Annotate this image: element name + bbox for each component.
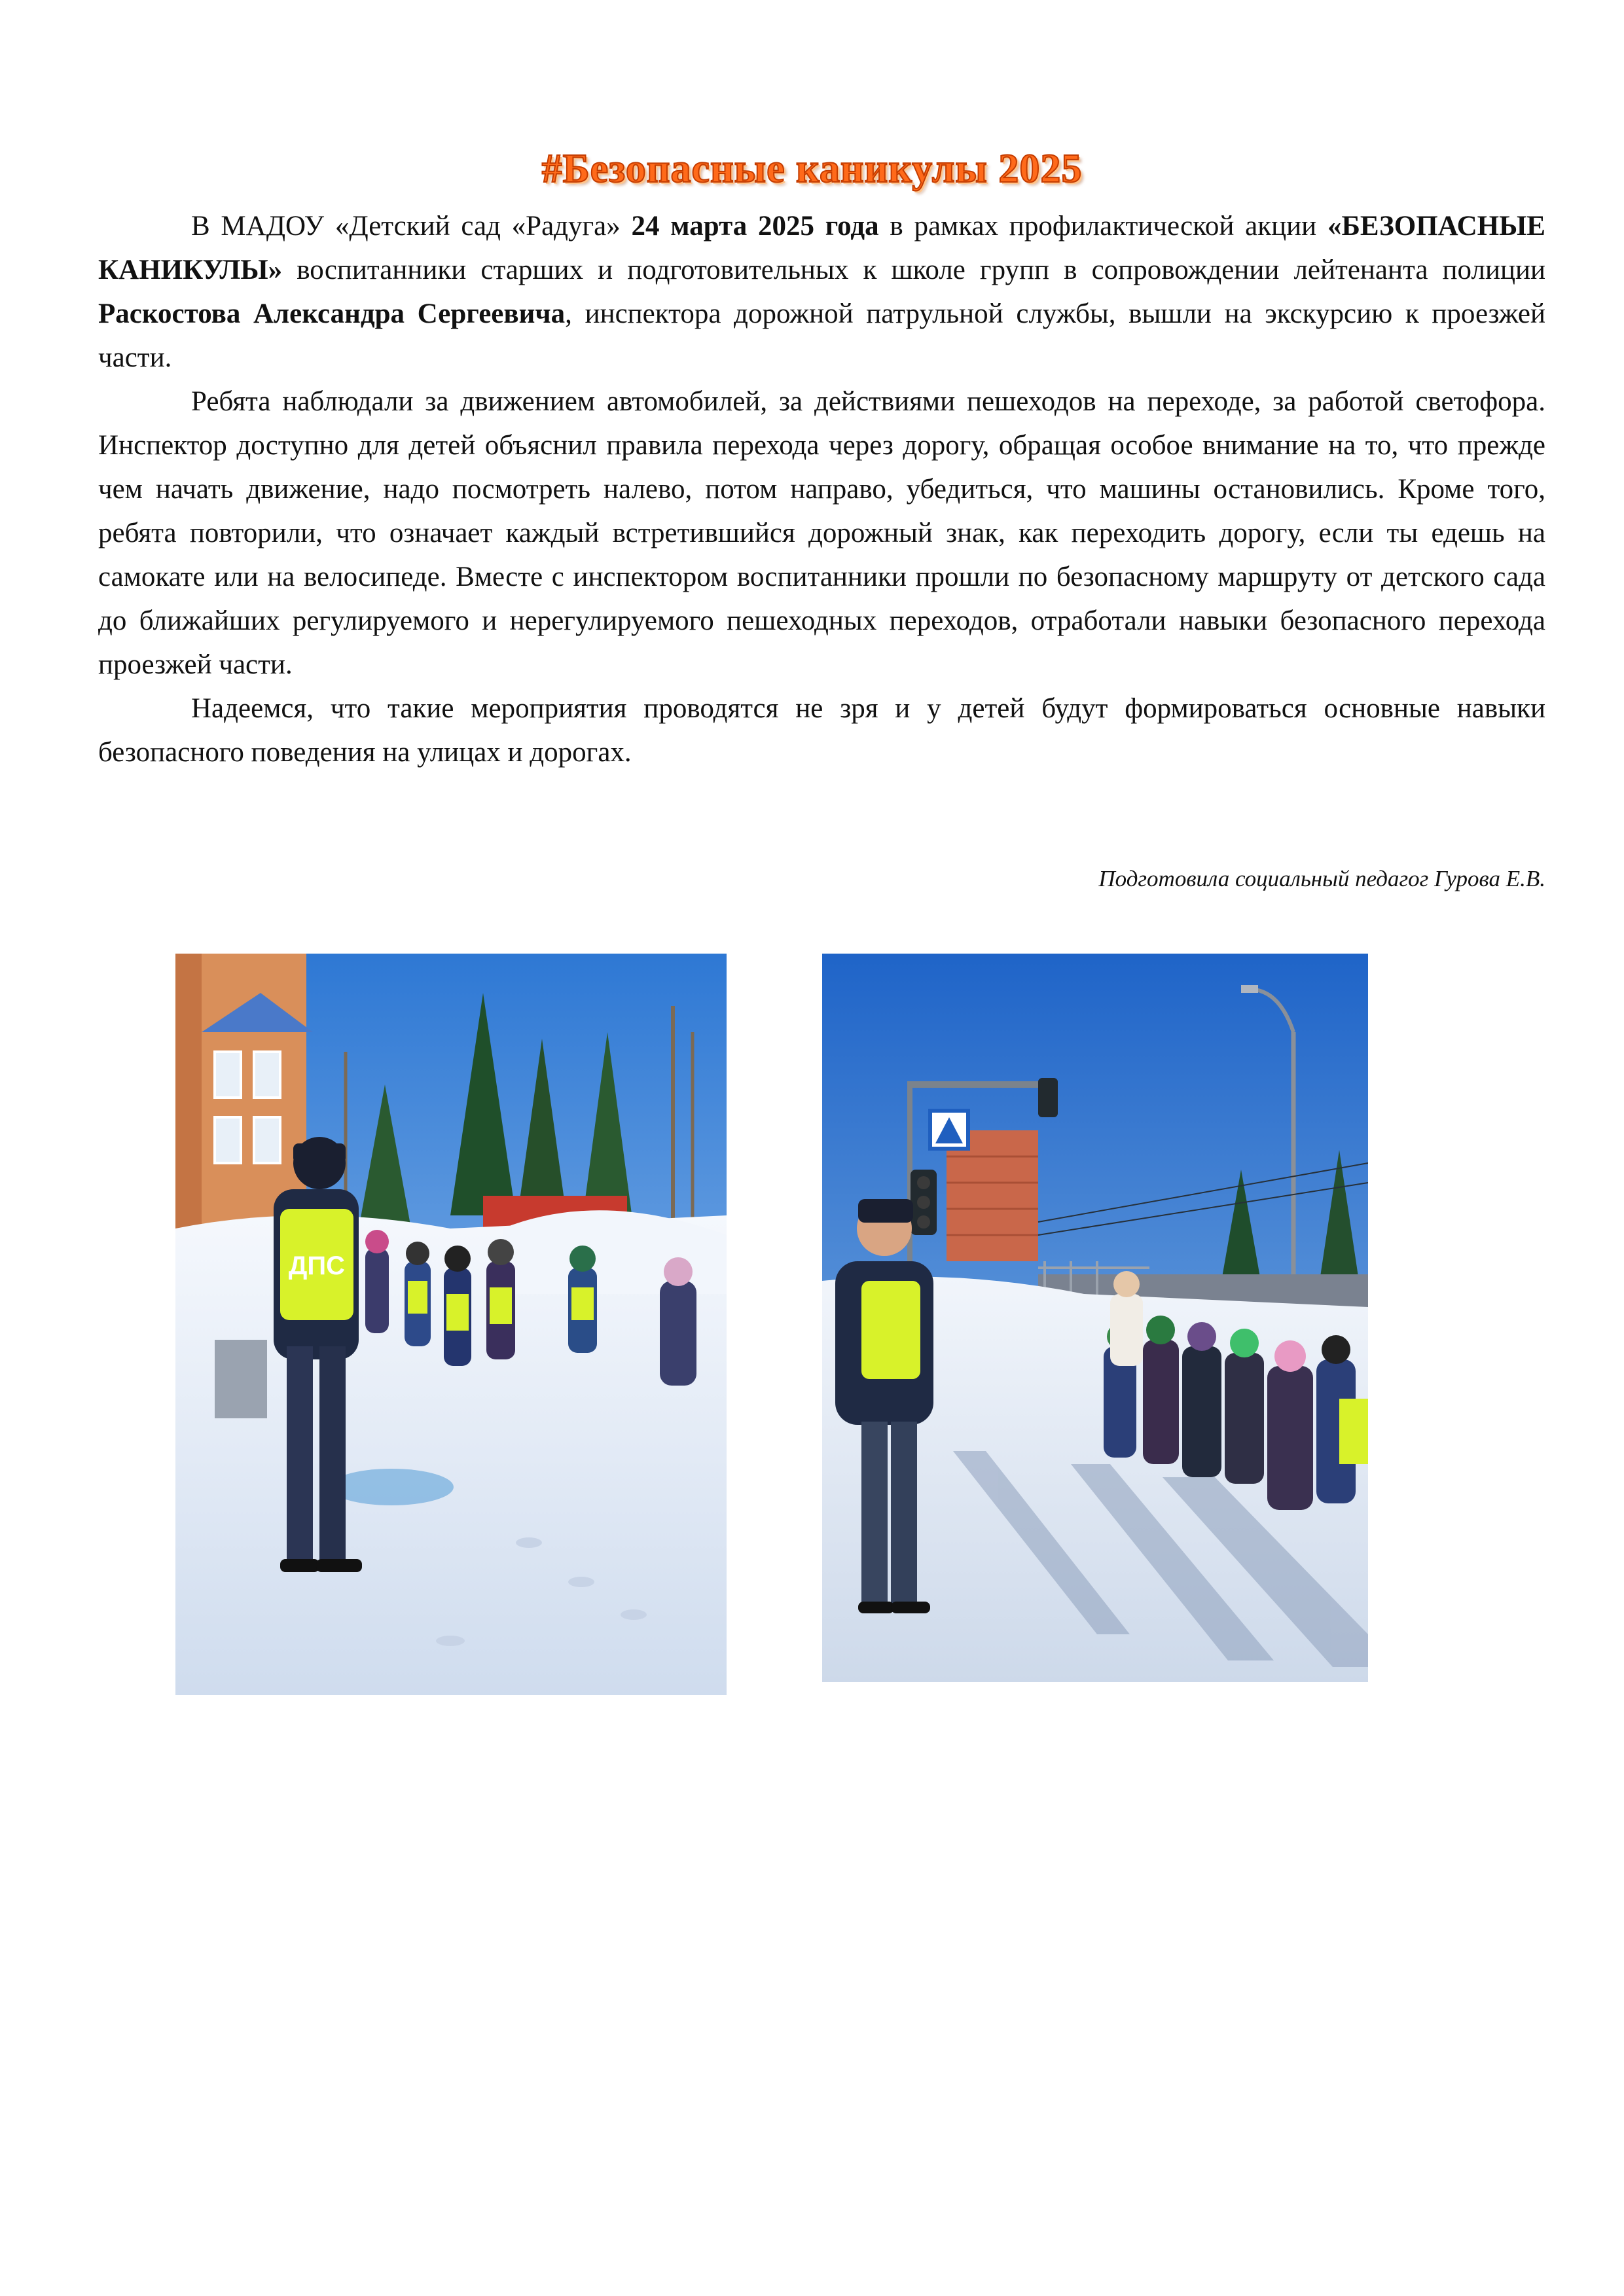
vest-label: ДПС — [288, 1251, 346, 1280]
paragraph-3: Надеемся, что такие мероприятия проводятся не зря и у детей будут формироваться основные навыки безопасного поведения на улицах и дорогах. — [98, 693, 1545, 768]
inspector-name: Раскостова Александра Сергеевича — [98, 298, 566, 329]
page-title: #Безопасные каникулы 2025 — [541, 147, 1083, 191]
paragraph-1 — [98, 204, 1545, 380]
signature: Подготовила социальный педагог Гурова Е.В. — [1098, 866, 1545, 891]
photo-inspector-with-children-kindergarten — [175, 954, 727, 1695]
paragraph-1-part-7: , инспектора дорожной патрульной службы, вышли на экскурсию к проезжей части. — [98, 298, 1546, 373]
photo-inspector-at-crossing — [822, 954, 1368, 1682]
article-body — [98, 204, 1545, 774]
paragraph-1-part-5: воспитанники старших и подготовительных к школе групп в сопровождении лейтенанта полиции — [282, 255, 1545, 285]
paragraph-2: Ребята наблюдали за движением автомобилей, за действиями пешеходов на переходе, за работой светофора. Инспектор доступно для детей объяснил правила перехода через дорогу, обращая особое внимание на то, что прежде чем начать движение, надо посмотреть налево, потом направо, убедиться, что машины остановились. Кроме того, ребята повторили, что означает каждый встретившийся дорожный знак, как переходить дорогу, если ты едешь на самокате или на велосипеде. Вместе с инспектором воспитанники прошли по безопасному маршруту от детского сада до ближайших регулируемого и нерегулируемого пешеходных переходов, отработали навыки безопасного перехода проезжей части. — [98, 386, 1545, 680]
campaign-name: «БЕЗОПАСНЫЕ КАНИКУЛЫ» — [98, 211, 1545, 285]
paragraph-1-part-3: в рамках профилактической акции — [878, 211, 1327, 242]
event-date: 24 марта 2025 года — [631, 211, 879, 242]
paragraph-1-part-1: В МАДОУ «Детский сад «Радуга» — [191, 211, 632, 242]
